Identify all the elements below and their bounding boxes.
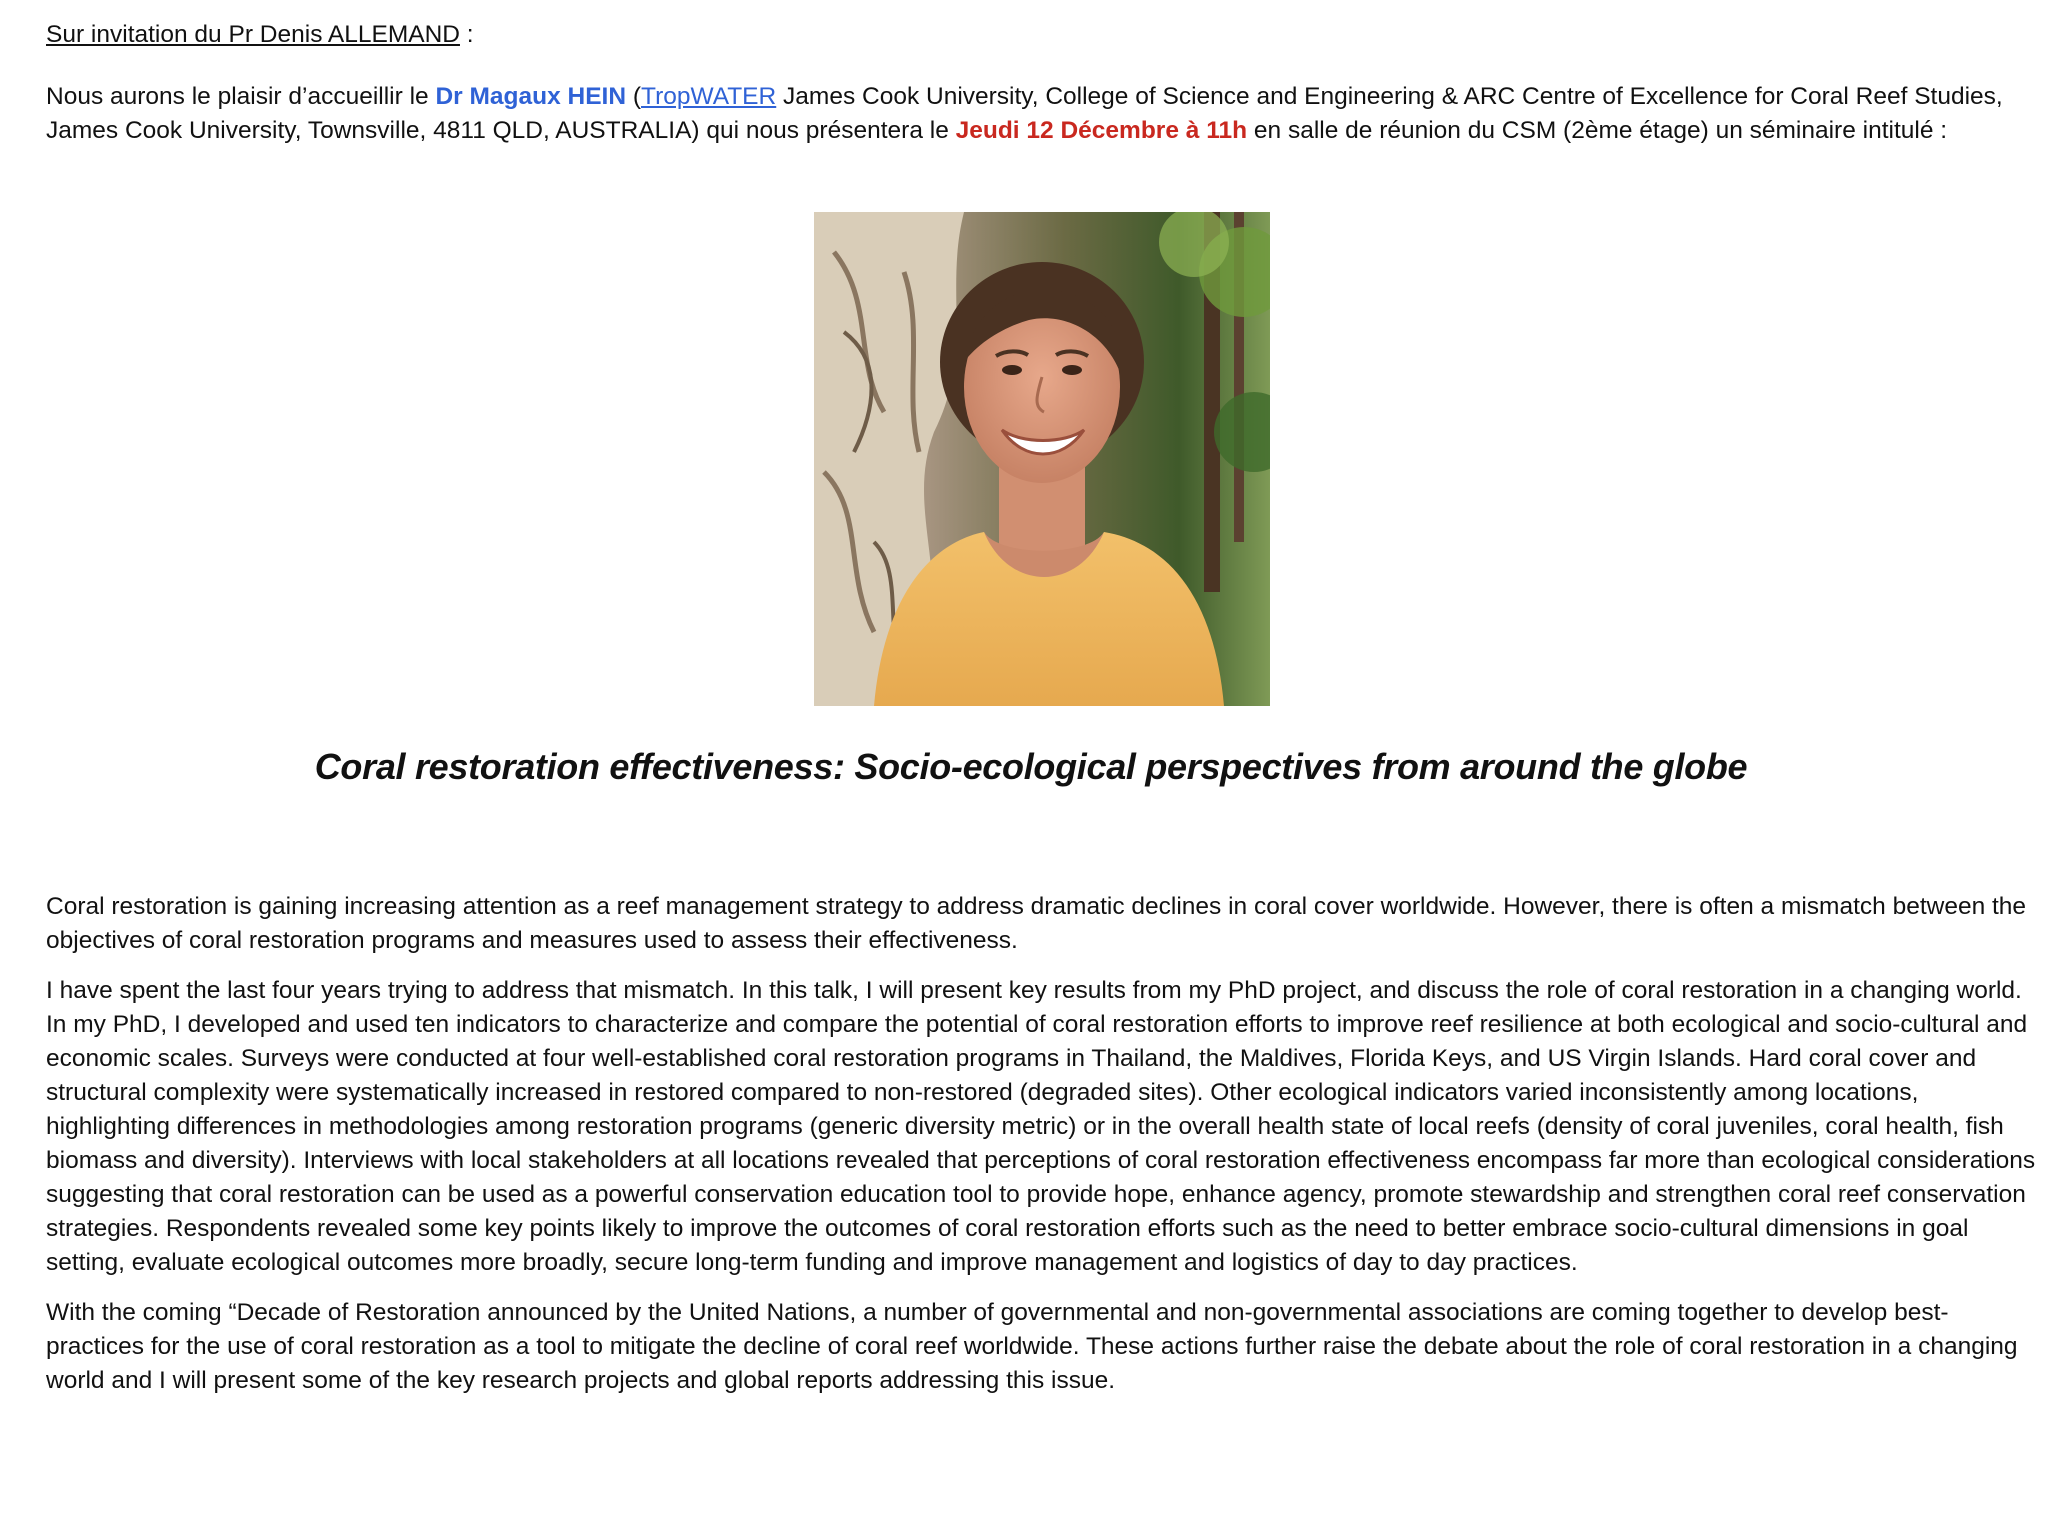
seminar-title: Coral restoration effectiveness: Socio-ecological perspectives from around the globe [314, 746, 1748, 787]
announcement-header [46, 18, 2036, 148]
announcement-paragraph [46, 80, 2036, 148]
affiliation-paren: ( [626, 83, 642, 110]
abstract-paragraph-3: With the coming “Decade of Restoration announced by the United Nations, a number of governmental and non-governmental associations are coming together to develop best-practices for the use of coral restoration as a tool to mitigate the decline of coral reef worldwide. These actions further raise the debate about the role of coral restoration in a changing world and I will present some of the key research projects and global reports addressing this issue. [46, 1299, 2018, 1394]
speaker-name: Dr Magaux HEIN [435, 83, 627, 110]
tropwater-link[interactable]: TropWATER [641, 83, 777, 110]
announcement-intro: Nous aurons le plaisir d’accueillir le [46, 83, 436, 110]
speaker-portrait-icon [814, 212, 1270, 706]
abstract-section [46, 890, 2036, 1414]
invitation-line [46, 18, 2036, 52]
announcement-closing: en salle de réunion du CSM (2ème étage) un séminaire intitulé : [1247, 117, 1948, 144]
speaker-photo [814, 212, 1270, 706]
seminar-date: Jeudi 12 Décembre à 11h [955, 117, 1248, 144]
abstract-paragraph-1: Coral restoration is gaining increasing attention as a reef management strategy to address dramatic declines in coral cover worldwide. However, there is often a mismatch between the objectives of coral restoration programs and measures used to assess their effectiveness. [46, 893, 2027, 954]
abstract-paragraph-2: I have spent the last four years trying to address that mismatch. In this talk, I will present key results from my PhD project, and discuss the role of coral restoration in a changing world. In my PhD, I developed and used ten indicators to characterize and compare the potential of coral restoration efforts to improve reef resilience at both ecological and socio-cultural and economic scales. Surveys were conducted at four well-established coral restoration programs in Thailand, the Maldives, Florida Keys, and US Virgin Islands. Hard coral cover and structural complexity were systematically increased in restored compared to non-restored (degraded sites). Other ecological indicators varied inconsistently among locations, highlighting differences in methodologies among restoration programs (generic diversity metric) or in the overall health state of local reefs (density of coral juveniles, coral health, fish biomass and diversity). Interviews with local stakeholders at all locations revealed that perceptions of coral restoration effectiveness encompass far more than ecological considerations suggesting that coral restoration can be used as a powerful conservation education tool to provide hope, enhance agency, promote stewardship and strengthen coral reef conservation strategies. Respondents revealed some key points likely to improve the outcomes of coral restoration efforts such as the need to better embrace socio-cultural dimensions in goal setting, evaluate ecological outcomes more broadly, secure long-term funding and improve management and logistics of day to day practices. [46, 977, 2036, 1276]
invitation-suffix: : [459, 21, 474, 48]
invitation-text: Sur invitation du Pr Denis ALLEMAND [46, 21, 460, 48]
affiliation-text: James Cook University, College of Science and Engineering & ARC Centre of Excellence for Coral Reef Studies, James Cook University, Townsville, 4811 QLD, AUSTRALIA) qui nous présentera le [46, 83, 2003, 144]
